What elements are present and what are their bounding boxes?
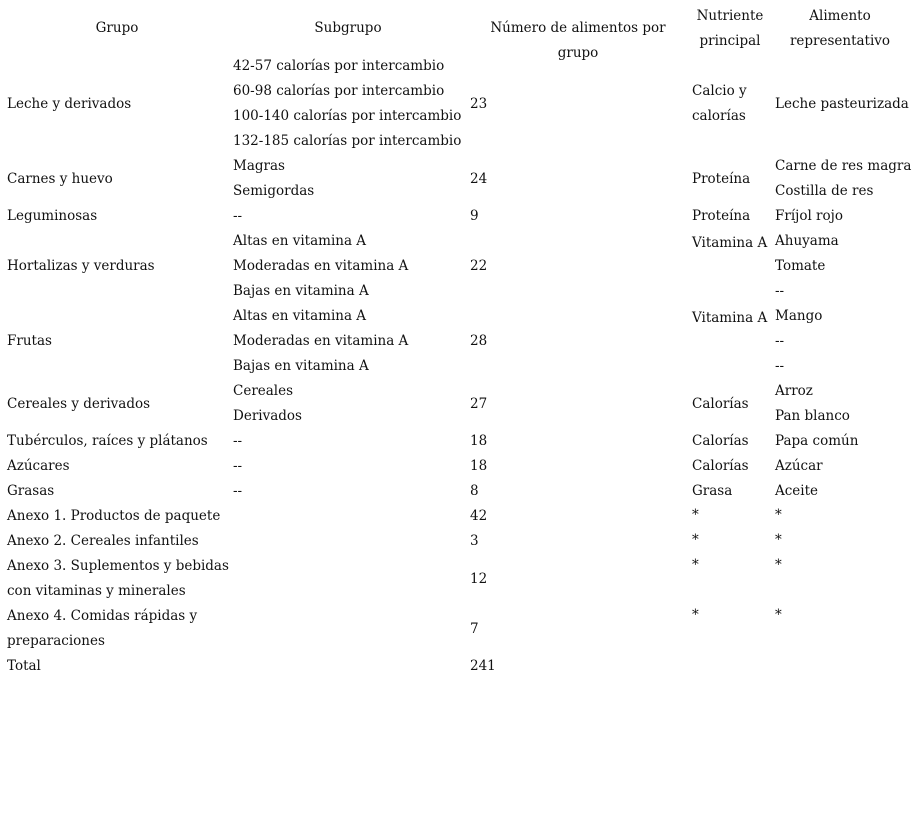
cell-alimento-line: Leche pasteurizada bbox=[775, 95, 909, 112]
cell-subgrupo-line: Bajas en vitamina A bbox=[233, 358, 369, 374]
cell-nutriente-line: Grasa bbox=[692, 483, 733, 499]
cell-numero-line: 241 bbox=[470, 658, 496, 674]
cell-grupo-line: Azúcares bbox=[7, 458, 70, 474]
cell-numero-line: 42 bbox=[470, 508, 488, 524]
cell-subgrupo-line: Altas en vitamina A bbox=[233, 233, 367, 249]
cell-alimento bbox=[775, 479, 818, 504]
header-subgrupo: Subgrupo bbox=[314, 20, 382, 36]
cell-alimento-line: -- bbox=[775, 358, 785, 374]
cell-numero-line: 27 bbox=[470, 395, 488, 412]
cell-numero bbox=[470, 392, 487, 417]
cell-subgrupo-line: -- bbox=[233, 483, 243, 499]
cell-numero bbox=[470, 617, 479, 642]
cell-grupo-line: Hortalizas y verduras bbox=[7, 258, 155, 274]
cell-grupo-line: preparaciones bbox=[7, 633, 105, 649]
cell-numero bbox=[470, 429, 487, 454]
cell-alimento-line: -- bbox=[775, 283, 785, 299]
header-numero: Número de alimentos por grupo bbox=[490, 20, 666, 61]
cell-subgrupo-line: Semigordas bbox=[233, 183, 315, 199]
cell-numero-line: 7 bbox=[470, 620, 479, 637]
cell-alimento bbox=[775, 304, 822, 379]
cell-alimento bbox=[775, 553, 782, 578]
cell-subgrupo bbox=[233, 229, 408, 304]
cell-subgrupo-line: 132-185 calorías por intercambio bbox=[233, 133, 462, 149]
cell-alimento-line: * bbox=[775, 557, 782, 573]
cell-grupo bbox=[7, 329, 52, 354]
cell-nutriente bbox=[692, 231, 767, 256]
cell-alimento-line: Carne de res magra bbox=[775, 158, 912, 174]
cell-grupo bbox=[7, 254, 155, 279]
cell-alimento bbox=[775, 503, 782, 528]
cell-nutriente-line: Vitamina A bbox=[692, 235, 768, 251]
cell-alimento-line: * bbox=[775, 507, 782, 523]
cell-grupo bbox=[7, 454, 70, 479]
cell-nutriente bbox=[692, 167, 750, 192]
cell-alimento-line: Ahuyama bbox=[775, 233, 839, 249]
cell-subgrupo bbox=[233, 54, 461, 154]
cell-grupo bbox=[7, 204, 97, 229]
cell-alimento-line: * bbox=[775, 607, 782, 623]
cell-subgrupo bbox=[233, 304, 408, 379]
cell-numero-line: 3 bbox=[470, 533, 479, 549]
cell-subgrupo-line: 100-140 calorías por intercambio bbox=[233, 108, 462, 124]
cell-grupo-line: con vitaminas y minerales bbox=[7, 583, 186, 599]
cell-subgrupo-line: Bajas en vitamina A bbox=[233, 283, 369, 299]
cell-nutriente bbox=[692, 603, 699, 628]
header-nutriente: Nutriente principal bbox=[696, 8, 764, 49]
cell-numero-line: 23 bbox=[470, 95, 488, 112]
cell-nutriente-line: * bbox=[692, 557, 699, 573]
cell-subgrupo-line: Magras bbox=[233, 158, 285, 174]
cell-grupo-line: Leche y derivados bbox=[7, 95, 132, 112]
cell-subgrupo bbox=[233, 379, 302, 429]
cell-alimento bbox=[775, 204, 843, 229]
cell-alimento bbox=[775, 154, 911, 204]
cell-subgrupo-line: -- bbox=[233, 208, 243, 224]
cell-nutriente-line: Calcio y bbox=[692, 83, 747, 99]
cell-numero-line: 8 bbox=[470, 483, 479, 499]
cell-grupo-line: Frutas bbox=[7, 333, 52, 349]
cell-subgrupo-line: 42-57 calorías por intercambio bbox=[233, 58, 445, 74]
cell-subgrupo bbox=[233, 429, 242, 454]
cell-alimento-line: Costilla de res bbox=[775, 183, 874, 199]
cell-numero bbox=[470, 529, 479, 554]
cell-subgrupo bbox=[233, 154, 314, 204]
cell-subgrupo-line: -- bbox=[233, 433, 243, 449]
cell-grupo bbox=[7, 392, 150, 417]
cell-nutriente-line: Calorías bbox=[692, 458, 749, 474]
cell-numero-line: 22 bbox=[470, 258, 488, 274]
cell-nutriente bbox=[692, 553, 699, 578]
cell-numero-line: 24 bbox=[470, 170, 488, 187]
cell-grupo-line: Carnes y huevo bbox=[7, 170, 113, 187]
cell-alimento-line: Papa común bbox=[775, 433, 859, 449]
cell-alimento-line: Tomate bbox=[775, 258, 826, 274]
cell-grupo-line: Anexo 4. Comidas rápidas y bbox=[7, 608, 198, 624]
cell-alimento bbox=[775, 603, 782, 628]
cell-subgrupo-line: Derivados bbox=[233, 408, 302, 424]
cell-numero-line: 18 bbox=[470, 433, 488, 449]
cell-grupo-line: Anexo 3. Suplementos y bebidas bbox=[7, 558, 229, 574]
cell-numero bbox=[470, 329, 487, 354]
cell-grupo-line: Tubérculos, raíces y plátanos bbox=[7, 433, 208, 449]
cell-subgrupo bbox=[233, 479, 242, 504]
cell-numero-line: 28 bbox=[470, 333, 488, 349]
cell-nutriente-line: Calorías bbox=[692, 433, 749, 449]
cell-numero bbox=[470, 167, 487, 192]
cell-subgrupo-line: Altas en vitamina A bbox=[233, 308, 367, 324]
cell-numero-line: 12 bbox=[470, 570, 488, 587]
cell-grupo bbox=[7, 479, 54, 504]
cell-grupo-line: Leguminosas bbox=[7, 208, 98, 224]
cell-alimento-line: Azúcar bbox=[775, 458, 823, 474]
cell-subgrupo-line: Moderadas en vitamina A bbox=[233, 333, 409, 349]
cell-nutriente-line: Proteína bbox=[692, 208, 751, 224]
cell-alimento bbox=[775, 379, 850, 429]
cell-nutriente bbox=[692, 454, 749, 479]
cell-grupo bbox=[7, 654, 41, 679]
cell-nutriente bbox=[692, 204, 750, 229]
cell-subgrupo-line: 60-98 calorías por intercambio bbox=[233, 83, 445, 99]
cell-nutriente-line: Proteína bbox=[692, 170, 751, 187]
cell-numero-line: 9 bbox=[470, 208, 479, 224]
cell-grupo bbox=[7, 554, 229, 604]
cell-numero bbox=[470, 454, 487, 479]
cell-subgrupo-line: Cereales bbox=[233, 383, 294, 399]
cell-alimento-line: * bbox=[775, 532, 782, 548]
cell-alimento-line: -- bbox=[775, 333, 785, 349]
cell-nutriente-line: Calorías bbox=[692, 395, 749, 412]
cell-alimento-line: Pan blanco bbox=[775, 408, 850, 424]
cell-numero bbox=[470, 479, 479, 504]
header-grupo: Grupo bbox=[95, 20, 139, 36]
cell-subgrupo-line: Moderadas en vitamina A bbox=[233, 258, 409, 274]
cell-numero bbox=[470, 567, 487, 592]
cell-subgrupo-line: -- bbox=[233, 458, 243, 474]
cell-grupo bbox=[7, 529, 199, 554]
cell-alimento bbox=[775, 92, 909, 117]
header-alimento: Alimento representativo bbox=[789, 8, 891, 49]
cell-numero-line: 18 bbox=[470, 458, 488, 474]
cell-alimento-line: Mango bbox=[775, 308, 823, 324]
cell-grupo bbox=[7, 604, 197, 654]
cell-nutriente bbox=[692, 503, 699, 528]
cell-grupo bbox=[7, 92, 131, 117]
cell-nutriente bbox=[692, 306, 767, 331]
cell-grupo bbox=[7, 167, 113, 192]
cell-alimento bbox=[775, 229, 839, 304]
cell-alimento bbox=[775, 528, 782, 553]
cell-alimento bbox=[775, 429, 858, 454]
cell-numero bbox=[470, 504, 487, 529]
cell-alimento-line: Fríjol rojo bbox=[775, 208, 843, 224]
cell-nutriente bbox=[692, 479, 732, 504]
cell-nutriente-line: * bbox=[692, 532, 699, 548]
cell-subgrupo bbox=[233, 454, 242, 479]
cell-nutriente bbox=[692, 528, 699, 553]
cell-nutriente bbox=[692, 429, 749, 454]
cell-grupo-line: Grasas bbox=[7, 483, 55, 499]
cell-alimento-line: Aceite bbox=[775, 483, 819, 499]
cell-nutriente bbox=[692, 79, 747, 129]
cell-alimento-line: Arroz bbox=[775, 383, 813, 399]
cell-nutriente bbox=[692, 392, 749, 417]
cell-nutriente-line: calorías bbox=[692, 108, 746, 124]
cell-nutriente-line: Vitamina A bbox=[692, 310, 768, 326]
cell-grupo bbox=[7, 429, 208, 454]
cell-numero bbox=[470, 204, 479, 229]
cell-grupo-line: Anexo 2. Cereales infantiles bbox=[7, 533, 199, 549]
cell-numero bbox=[470, 654, 496, 679]
cell-grupo-line: Anexo 1. Productos de paquete bbox=[7, 508, 221, 524]
cell-numero bbox=[470, 92, 487, 117]
cell-nutriente-line: * bbox=[692, 607, 699, 623]
cell-subgrupo bbox=[233, 204, 242, 229]
cell-grupo bbox=[7, 504, 220, 529]
cell-grupo-line: Total bbox=[7, 658, 41, 674]
cell-alimento bbox=[775, 454, 823, 479]
cell-grupo-line: Cereales y derivados bbox=[7, 395, 151, 412]
cell-nutriente-line: * bbox=[692, 507, 699, 523]
cell-numero bbox=[470, 254, 487, 279]
